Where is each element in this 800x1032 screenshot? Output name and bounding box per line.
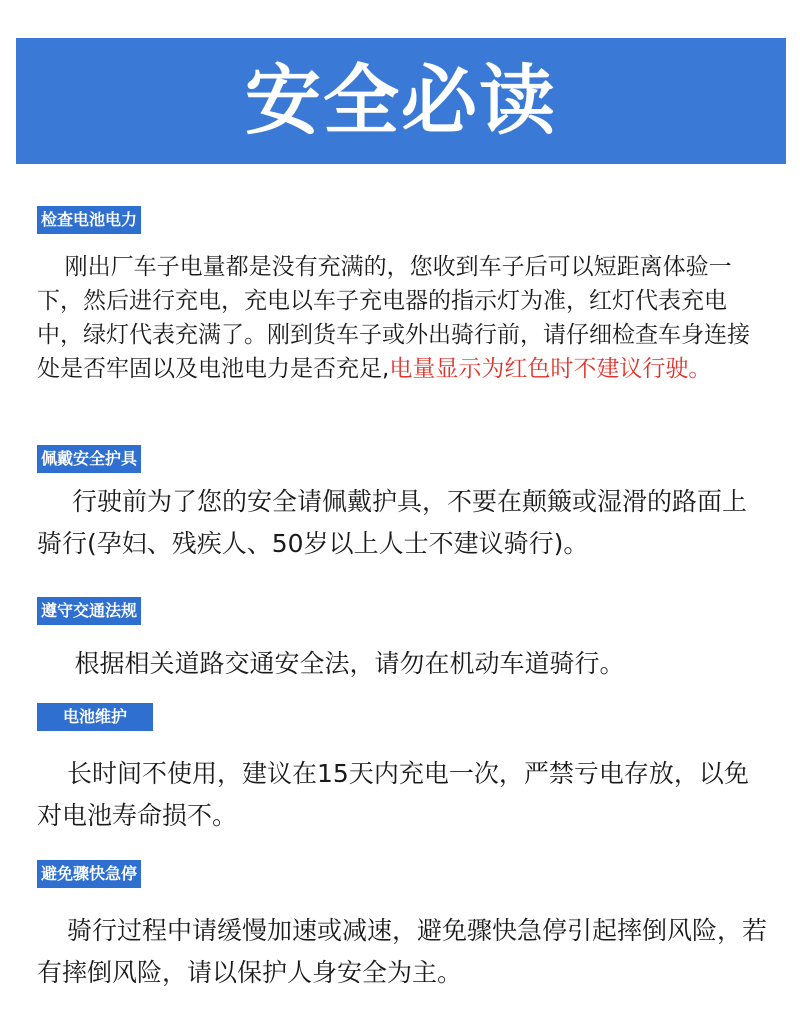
- body-text: 行驶前为了您的安全请佩戴护具，不要在颠簸或湿滑的路面上骑行(孕妇、残疾人、50岁以上人士不建议骑行)。: [37, 487, 748, 558]
- section-label: 佩戴安全护具: [37, 445, 141, 473]
- section-check-battery: [37, 206, 767, 386]
- section-protective-gear: [37, 445, 767, 565]
- section-body: [37, 753, 767, 837]
- body-text: 根据相关道路交通安全法，请勿在机动车道骑行。: [74, 649, 625, 678]
- section-label: 电池维护: [37, 703, 153, 731]
- section-body: [37, 643, 767, 685]
- section-label: 检查电池电力: [37, 206, 141, 234]
- section-body: [37, 481, 767, 565]
- battery-warning-text: 电量显示为红色时不建议行驶。: [389, 356, 712, 382]
- section-traffic-rules: [37, 597, 767, 685]
- body-text: 刚出厂车子电量都是没有充满的，您收到车子后可以短距离体验一下，然后进行充电，充电以车子充电器的指示灯为准，红灯代表充电中，绿灯代表充满了。刚到货车子或外出骑行前，请仔细检查车身连接处是否牢固以及电池电力是否充足,: [37, 254, 750, 382]
- section-battery-maintenance: [37, 703, 767, 837]
- page-title: 安全必读: [245, 56, 557, 145]
- section-avoid-sudden-stop: [37, 860, 767, 994]
- section-body: [37, 910, 767, 994]
- section-label: 遵守交通法规: [37, 597, 141, 625]
- body-text: 骑行过程中请缓慢加速或减速，避免骤快急停引起摔倒风险，若有摔倒风险，请以保护人身安全为主。: [37, 916, 768, 987]
- section-label: 避免骤快急停: [37, 860, 141, 888]
- body-text: 长时间不使用，建议在15天内充电一次，严禁亏电存放，以免对电池寿命损不。: [37, 759, 749, 830]
- section-body: [37, 250, 767, 386]
- title-banner: [16, 38, 786, 164]
